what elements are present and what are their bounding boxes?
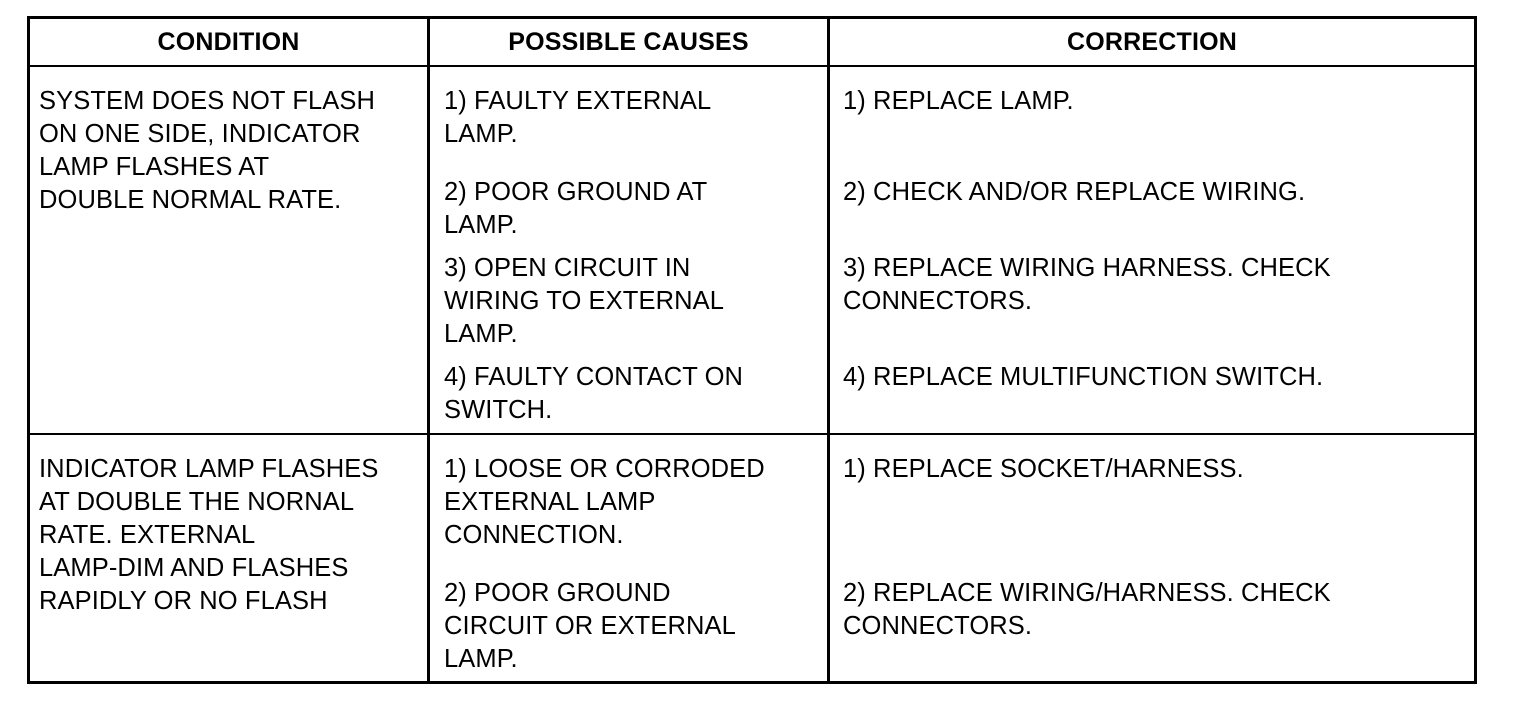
row-1-cause-4: 4) FAULTY CONTACT ON SWITCH. xyxy=(444,363,744,424)
column-divider-1 xyxy=(427,19,430,681)
row-1-cause-2: 2) POOR GROUND AT LAMP. xyxy=(444,178,708,239)
row-2-correction-1: 1) REPLACE SOCKET/HARNESS. xyxy=(843,455,1244,483)
row-2-cause-2: 2) POOR GROUND CIRCUIT OR EXTERNAL LAMP. xyxy=(444,579,736,673)
header-correction: CORRECTION xyxy=(1066,28,1238,56)
row-1-cause-1: 1) FAULTY EXTERNAL LAMP. xyxy=(444,87,712,148)
row-2-correction-2: 2) REPLACE WIRING/HARNESS. CHECK CONNECTORS. xyxy=(843,579,1331,640)
header-condition: CONDITION xyxy=(157,28,300,56)
row-2-condition: INDICATOR LAMP FLASHES AT DOUBLE THE NORNAL RATE. EXTERNAL LAMP-DIM AND FLASHES RAPIDLY OR NO FLASH xyxy=(39,455,379,615)
row-2-cause-1: 1) LOOSE OR CORRODED EXTERNAL LAMP CONNECTION. xyxy=(444,455,765,549)
header-possible-causes: POSSIBLE CAUSES xyxy=(508,28,749,56)
row-1-condition: SYSTEM DOES NOT FLASH ON ONE SIDE, INDICATOR LAMP FLASHES AT DOUBLE NORMAL RATE. xyxy=(39,87,376,214)
row-1-correction-1: 1) REPLACE LAMP. xyxy=(843,87,1074,115)
column-divider-2 xyxy=(827,19,830,681)
row-1-correction-3: 3) REPLACE WIRING HARNESS. CHECK CONNECTORS. xyxy=(843,254,1331,315)
row-1-correction-2: 2) CHECK AND/OR REPLACE WIRING. xyxy=(843,178,1306,206)
row-divider xyxy=(30,433,1474,435)
diagnosis-table xyxy=(27,16,1477,684)
row-1-correction-4: 4) REPLACE MULTIFUNCTION SWITCH. xyxy=(843,363,1324,391)
row-1-cause-3: 3) OPEN CIRCUIT IN WIRING TO EXTERNAL LAMP. xyxy=(444,254,724,348)
